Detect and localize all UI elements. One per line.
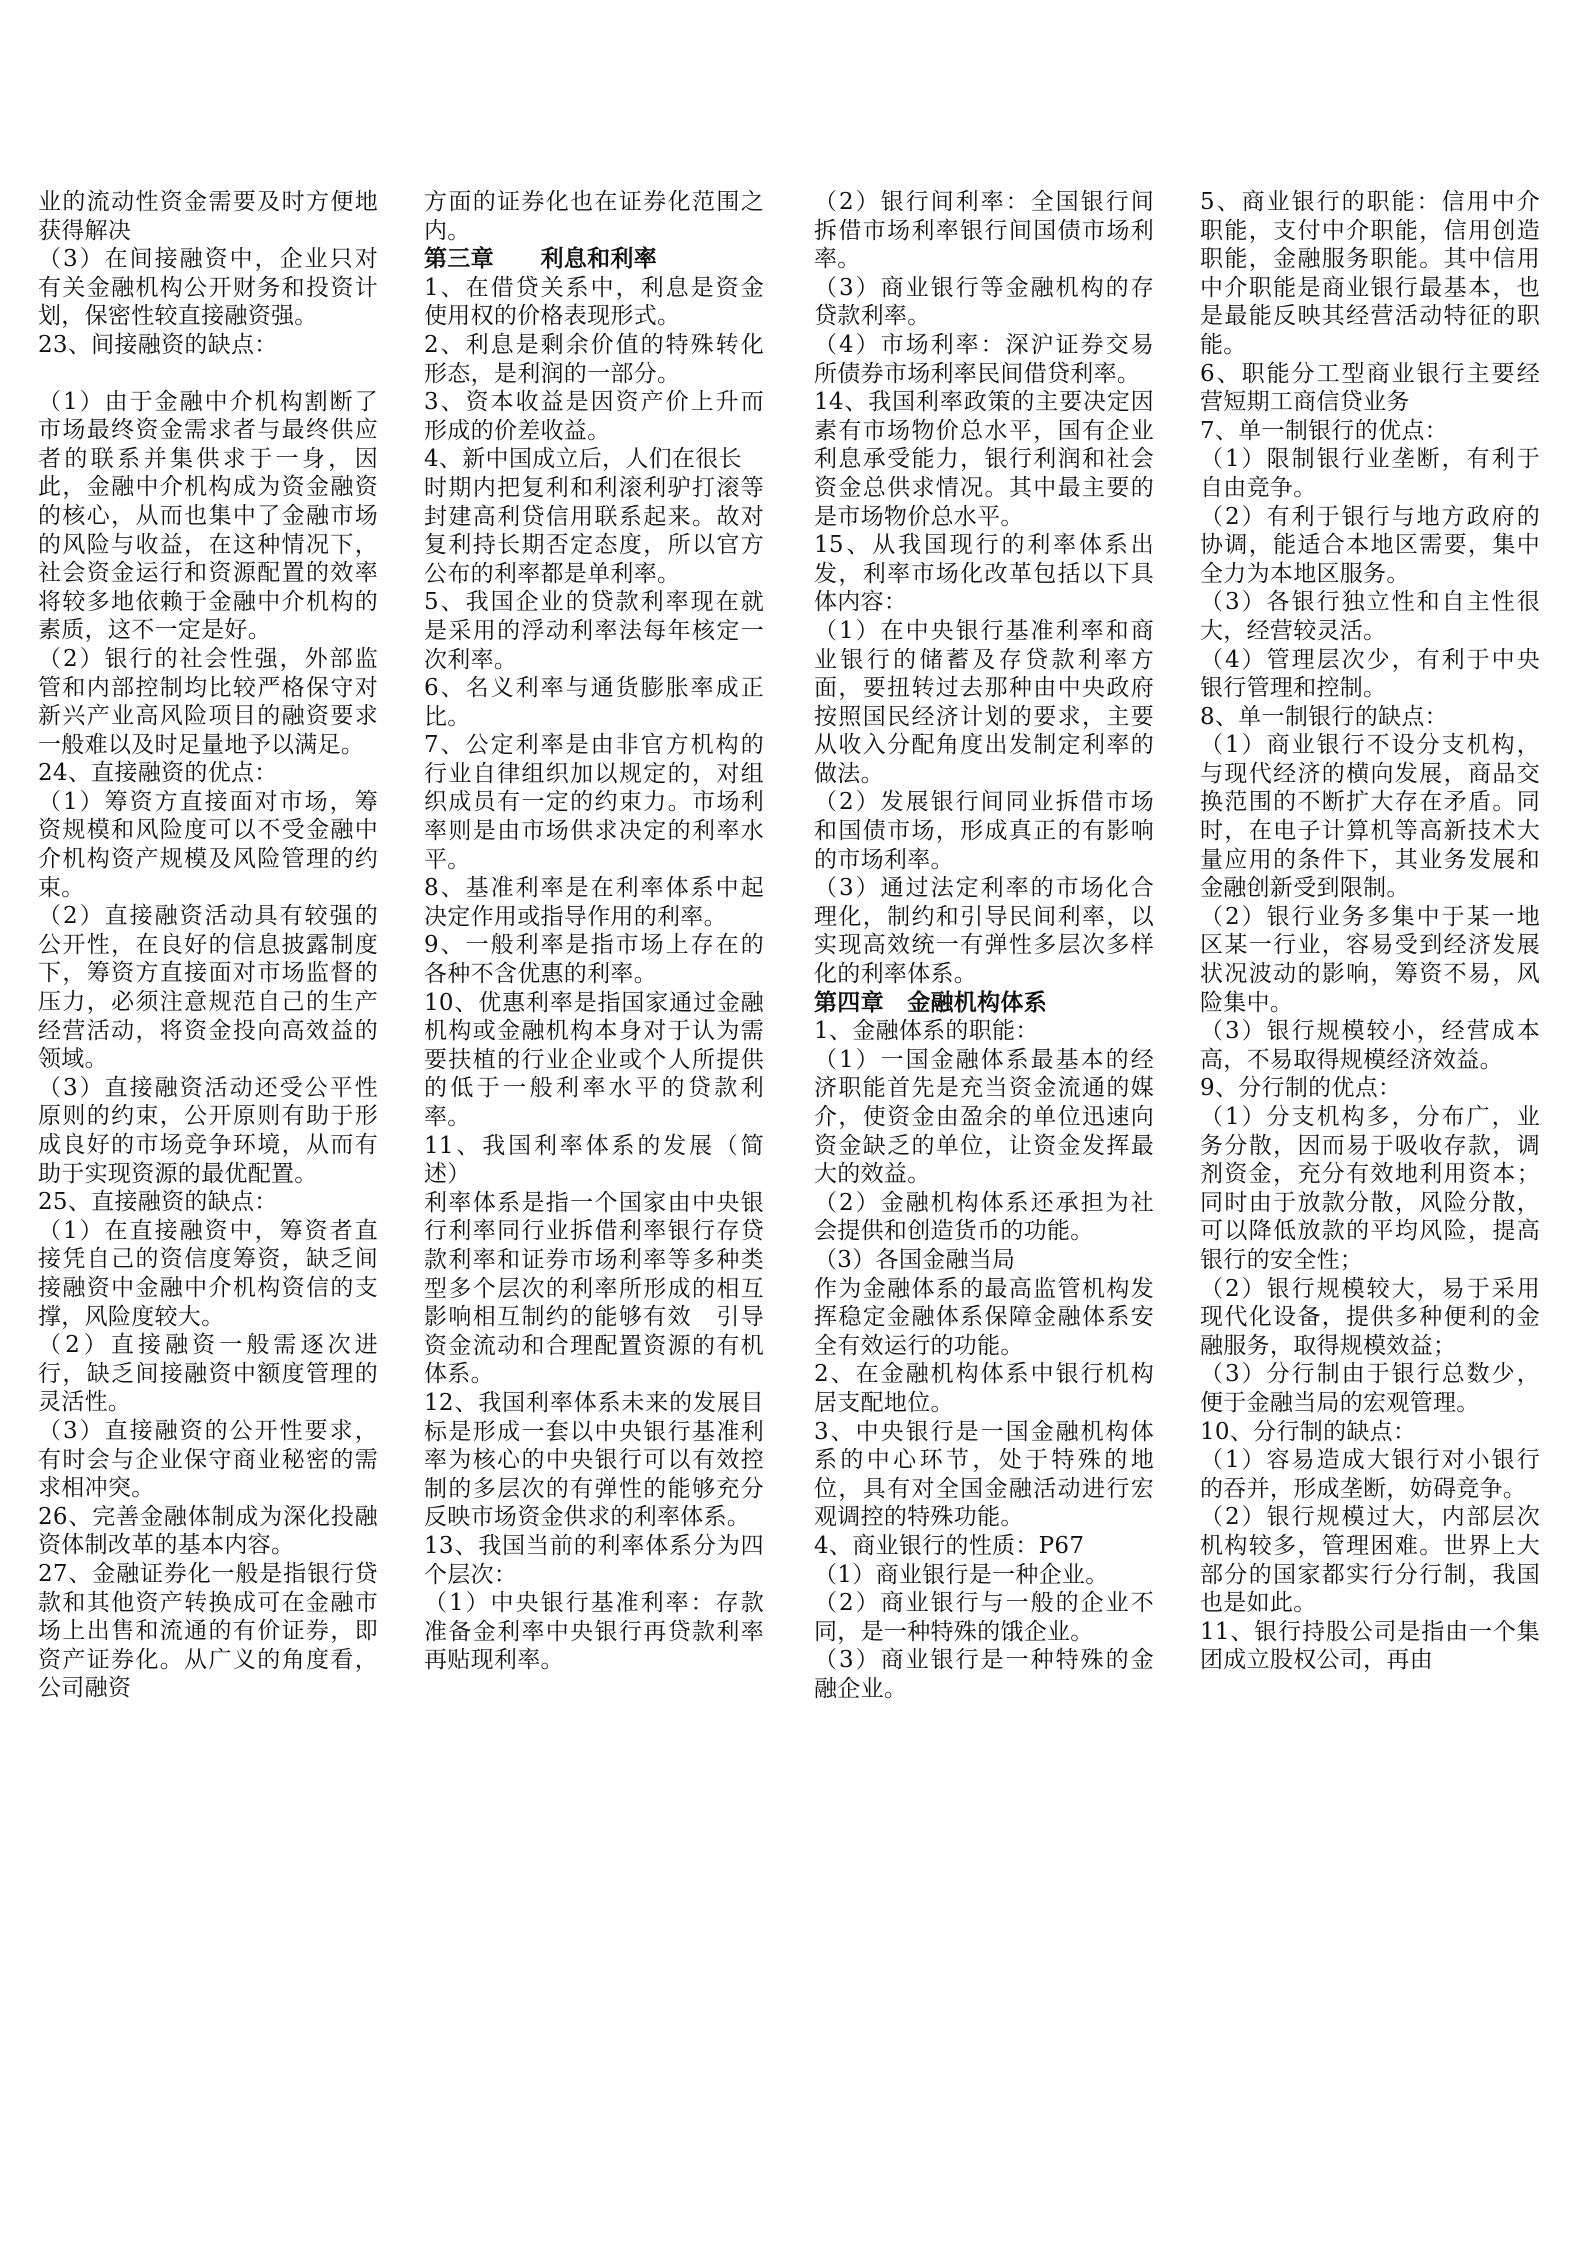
text-paragraph: 2、在金融机构体系中银行机构居支配地位。 <box>814 1361 1154 1416</box>
text-paragraph: （2）商业银行与一般的企业不同，是一种特殊的饿企业。 <box>814 1590 1154 1645</box>
text-paragraph: （2）银行业务多集中于某一地区某一行业，容易受到经济发展状况波动的影响，筹资不易，风险集中。 <box>1200 903 1540 1016</box>
text-paragraph: （3）商业银行是一种特殊的金融企业。 <box>814 1647 1154 1702</box>
text-paragraph: 6、名义利率与通货膨胀率成正比。 <box>424 675 764 730</box>
text-paragraph: （3）直接融资活动还受公平性原则的约束，公开原则有助于形成良好的市场竞争环境，从而有助于实现资源的最优配置。 <box>38 1074 378 1187</box>
text-paragraph: 13、我国当前的利率体系分为四个层次： <box>424 1532 764 1588</box>
text-paragraph: （2）银行规模较大，易于采用现代化设备，提供多种便利的金融服务，取得规模效益； <box>1200 1275 1540 1359</box>
text-paragraph: （1）限制银行业垄断，有利于自由竞争。 <box>1200 446 1540 501</box>
text-paragraph: （1）在直接融资中，筹资者直接凭自己的资信度筹资，缺乏间接融资中金融中介机构资信的支撑，风险度较大。 <box>38 1217 378 1330</box>
text-paragraph: （1）由于金融中介机构割断了市场最终资金需求者与最终供应者的联系并集供求于一身，因此，金融中介机构成为资金融资的核心，从而也集中了金融市场的风险与收益，在这种情况下，社会资金运行和资源配置的效率将较多地依赖于金融中介机构的素质，这不一定是好。 <box>38 388 378 644</box>
text-paragraph: （2）银行的社会性强，外部监管和内部控制均比较严格保守对新兴产业高风险项目的融资要求一般难以及时足量地予以满足。 <box>38 645 378 758</box>
text-paragraph: 3、中央银行是一国金融机构体系的中心环节，处于特殊的地位，具有对全国金融活动进行宏观调控的特殊功能。 <box>814 1418 1154 1531</box>
text-paragraph: （2）直接融资一般需逐次进行，缺乏间接融资中额度管理的灵活性。 <box>38 1332 378 1416</box>
text-paragraph: （1）筹资方直接面对市场，筹资规模和风险度可以不受金融中介机构资产规模及风险管理的约束。 <box>38 788 378 901</box>
text-paragraph: 2、利息是剩余价值的特殊转化形态，是利润的一部分。 <box>424 331 764 387</box>
text-paragraph <box>38 360 378 388</box>
text-paragraph: 24、直接融资的优点： <box>38 760 278 787</box>
text-paragraph: 14、我国利率政策的主要决定因素有市场物价总水平，国有企业利息承受能力，银行利润和社会资金总供求情况。其中最主要的是市场物价总水平。 <box>814 389 1154 530</box>
text-paragraph: 27、金融证券化一般是指银行贷款和其他资产转换成可在金融市场上出售和流通的有价证券，即资产证券化。从广义的角度看，公司融资 <box>38 1560 378 1702</box>
text-paragraph: 4、新中国成立后，人们在很长 <box>424 446 742 473</box>
chapter-heading: 第四章 金融机构体系 <box>814 988 1047 1016</box>
text-paragraph: （1）商业银行不设分支机构，与现代经济的横向发展，商品交换范围的不断扩大存在矛盾。同时，在电子计算机等高新技术大量应用的条件下，其业务发展和金融创新受到限制。 <box>1200 732 1540 902</box>
text-paragraph: （3）分行制由于银行总数少，便于金融当局的宏观管理。 <box>1200 1361 1540 1416</box>
text-paragraph: 26、完善金融体制成为深化投融资体制改革的基本内容。 <box>38 1503 378 1559</box>
text-paragraph: 业的流动性资金需要及时方便地获得解决 <box>38 189 378 244</box>
text-paragraph: 1、金融体系的职能： <box>814 1018 1039 1045</box>
text-paragraph: （3）在间接融资中，企业只对有关金融机构公开财务和投资计划，保密性较直接融资强。 <box>38 246 378 330</box>
text-paragraph: 10、优惠利率是指国家通过金融机构或金融机构本身对于认为需要扶植的行业企业或个人所提供的低于一般利率水平的贷款利率。 <box>424 989 764 1130</box>
text-paragraph: （1）在中央银行基准利率和商业银行的储蓄及存贷款利率方面，要扭转过去那种由中央政府按照国民经济计划的要求，主要从收入分配角度出发制定利率的做法。 <box>814 617 1154 787</box>
text-paragraph: 12、我国利率体系未来的发展目标是形成一套以中央银行基准利率为核心的中央银行可以有效控制的多层次的有弹性的能够充分反映市场资金供求的利率体系。 <box>424 1389 764 1531</box>
text-paragraph: 15、从我国现行的利率体系出发，利率市场化改革包括以下具体内容： <box>814 532 1154 616</box>
text-paragraph: 11、银行持股公司是指由一个集团成立股权公司，再由 <box>1200 1618 1540 1674</box>
text-paragraph: （2）银行间利率：全国银行间拆借市场利率银行间国债市场利率。 <box>814 189 1154 273</box>
text-paragraph: （2）直接融资活动具有较强的公开性，在良好的信息披露制度下，筹资方直接面对市场监督的压力，必须注意规范自己的生产经营活动，将资金投向高效益的领域。 <box>38 903 378 1073</box>
text-paragraph: （4）市场利率：深沪证券交易所债券市场利率民间借贷利率。 <box>814 331 1154 387</box>
text-column-4 <box>1200 188 1540 1675</box>
text-paragraph: 时期内把复利和利滚利驴打滚等封建高利贷信用联系起来。故对复利持长期否定态度，所以官方公布的利率都是单利率。 <box>424 474 764 587</box>
text-paragraph: （3）各国金融当局 <box>814 1246 1016 1273</box>
text-paragraph: （3）商业银行等金融机构的存贷款利率。 <box>814 274 1154 330</box>
text-paragraph: （4）管理层次少，有利于中央银行管理和控制。 <box>1200 646 1540 702</box>
text-paragraph: 5、我国企业的贷款利率现在就是采用的浮动利率法每年核定一次利率。 <box>424 589 764 673</box>
text-column-1 <box>38 188 378 1703</box>
text-paragraph: 1、在借贷关系中，利息是资金使用权的价格表现形式。 <box>424 274 764 330</box>
text-paragraph: 利率体系是指一个国家由中央银行利率同行业拆借利率银行存贷款利率和证券市场利率等多种类型多个层次的利率所形成的相互影响相互制约的能够有效 引导资金流动和合理配置资源的有机体系。 <box>424 1189 764 1388</box>
text-paragraph: 3、资本收益是因资产价上升而形成的价差收益。 <box>424 389 764 444</box>
text-paragraph: （2）金融机构体系还承担为社会提供和创造货币的功能。 <box>814 1189 1154 1245</box>
text-paragraph: （2）发展银行间同业拆借市场和国债市场，形成真正的有影响的市场利率。 <box>814 789 1154 873</box>
text-paragraph: 作为金融体系的最高监管机构发挥稳定金融体系保障金融体系安全有效运行的功能。 <box>814 1275 1154 1359</box>
text-paragraph: （2）有利于银行与地方政府的协调，能适合本地区需要，集中全力为本地区服务。 <box>1200 503 1540 587</box>
text-column-2 <box>424 188 764 1675</box>
text-paragraph: 方面的证券化也在证券化范围之内。 <box>424 189 764 244</box>
text-paragraph: 5、商业银行的职能：信用中介职能，支付中介职能，信用创造职能，金融服务职能。其中信用中介职能是商业银行最基本，也是最能反映其经营活动特征的职能。 <box>1200 189 1540 358</box>
text-paragraph: （1）商业银行是一种企业。 <box>814 1561 1109 1588</box>
text-paragraph: 9、分行制的优点： <box>1200 1075 1402 1102</box>
text-paragraph: 25、直接融资的缺点： <box>38 1189 278 1216</box>
text-paragraph: 8、基准利率是在利率体系中起决定作用或指导作用的利率。 <box>424 875 764 930</box>
text-paragraph: （1）容易造成大银行对小银行的吞并，形成垄断，妨碍竞争。 <box>1200 1447 1540 1502</box>
text-paragraph: （1）分支机构多，分布广，业务分散，因而易于吸收存款，调剂资金，充分有效地利用资本；同时由于放款分散，风险分散，可以降低放款的平均风险，提高银行的安全性； <box>1200 1104 1540 1273</box>
text-paragraph: 6、职能分工型商业银行主要经营短期工商信贷业务 <box>1200 360 1540 416</box>
text-paragraph: 23、间接融资的缺点： <box>38 331 278 358</box>
text-paragraph: 10、分行制的缺点： <box>1200 1418 1417 1445</box>
text-paragraph: （3）直接融资的公开性要求，有时会与企业保守商业秘密的需求相冲突。 <box>38 1417 378 1502</box>
text-paragraph: （3）银行规模较小，经营成本高，不易取得规模经济效益。 <box>1200 1018 1540 1073</box>
text-paragraph: 4、商业银行的性质：P67 <box>814 1532 1085 1559</box>
text-paragraph: 7、单一制银行的优点： <box>1200 417 1448 444</box>
text-paragraph: （3）通过法定利率的市场化合理化，制约和引导民间利率，以实现高效统一有弹性多层次多样化的利率体系。 <box>814 875 1154 988</box>
text-paragraph: 11、我国利率体系的发展（简述） <box>424 1132 764 1188</box>
text-column-3 <box>814 188 1154 1703</box>
chapter-heading: 第三章 利息和利率 <box>424 245 657 273</box>
text-paragraph: （1）中央银行基准利率：存款准备金利率中央银行再贷款利率再贴现利率。 <box>424 1590 764 1674</box>
text-paragraph: （1）一国金融体系最基本的经济职能首先是充当资金流通的媒介，使资金由盈余的单位迅速向资金缺乏的单位，让资金发挥最大的效益。 <box>814 1046 1154 1188</box>
text-paragraph: （3）各银行独立性和自主性很大，经营较灵活。 <box>1200 589 1540 644</box>
text-paragraph: 7、公定利率是由非官方机构的行业自律组织加以规定的，对组织成员有一定的约束力。市场利率则是由市场供求决定的利率水平。 <box>424 732 764 873</box>
text-paragraph: 8、单一制银行的缺点： <box>1200 703 1448 730</box>
text-paragraph: （2）银行规模过大，内部层次机构较多，管理困难。世界上大部分的国家都实行分行制，我国也是如此。 <box>1200 1504 1540 1617</box>
text-paragraph: 9、一般利率是指市场上存在的各种不含优惠的利率。 <box>424 932 764 988</box>
